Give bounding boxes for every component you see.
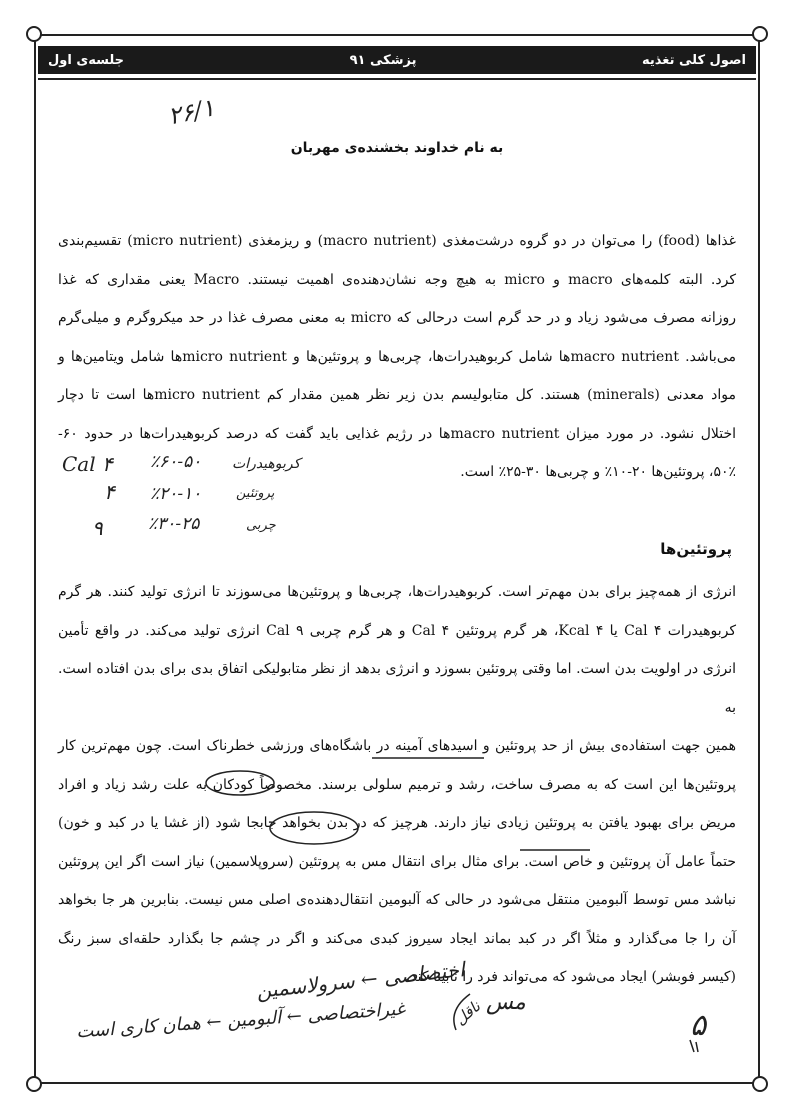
intro-line: غذاها (food) را می‌توان در دو گروه درشت‌مغذی (macro nutrient) و ریزمغذی (micro nutrient) تقسیم‌بندی (58, 233, 736, 249)
intro-line: اختلال نشود. در مورد میزان macro nutrientها در رژیم غذایی باید گفت که درصد کربوهیدرات‌ها در حدود ۶۰- (58, 425, 736, 442)
protein-line: نباشد مس توسط آلبومین منتقل می‌شود در حالی که آلبومین انتقال‌دهنده‌ی اصلی مس نیست. بنابرین هر جا بخواهد (58, 892, 736, 908)
header-rule (38, 78, 756, 80)
section-heading-proteins: پروتئین‌ها (660, 540, 732, 558)
protein-line: پروتئین‌ها این است که به مصرف ساخت، رشد و ترمیم سلولی برسند. مخصوصاً کودکان به علت رشد زیاد و افراد (58, 776, 736, 793)
intro-line: روزانه مصرف می‌شود زیاد و در حد گرم است درحالی که micro به معنی مصرف غذا در حد میکروگرم و میلی‌گرم (58, 310, 736, 326)
protein-line: حتماً عامل آن پروتئین و خاص است. برای مثال برای انتقال مس به پروتئین (سروپلاسمین) نیاز است اگر این پروتئین (58, 853, 736, 870)
protein-line: انرژی در اولویت بدن است. اما وقتی پروتئین بسوزد و انرژی بدهد از نظر متابولیکی اتفاق بدی برای بدن افتاده است. به (58, 661, 736, 716)
header-course-title: اصول کلی تغذیه (641, 52, 746, 68)
corner-ornament-top-right (752, 26, 768, 42)
handwritten-cal-pct-2: ٪۲۰-۱۰ (150, 484, 202, 504)
intro-line: کرد. البته کلمه‌های macro و micro به هیچ وجه نشان‌دهنده‌ی اهمیت نیستند. Macro یعنی مقداری که غذا (58, 271, 736, 288)
handwritten-note-copper: مس (486, 990, 526, 1015)
intro-line: مواد معدنی (minerals) هستند. کل متابولیسم بدن زیر نظر همین مقدار کم micro nutrientها است تا دچار (58, 387, 737, 403)
corner-ornament-bottom-right (752, 1076, 768, 1092)
protein-line: آن را جا می‌گذارد و مثلاً اگر در کبد بماند ایجاد سیروز کبدی می‌کند و اگر در چشم جا بگذارد حلقه‌ای سبز رنگ (58, 930, 736, 947)
protein-paragraph (58, 573, 736, 997)
handwritten-cal-row-1: Cal ۴ (62, 452, 113, 476)
header-class-label: پزشکی ۹۱ (349, 52, 417, 68)
handwritten-cal-label-2: پروتئین (236, 486, 275, 501)
handwritten-cal-pct-1: ٪۶۰-۵۰ (150, 452, 202, 472)
handwritten-cal-row-2: ۴ (104, 480, 115, 504)
protein-line: انرژی از همه‌چیز برای بدن مهم‌تر است. کربوهیدرات‌ها، چربی‌ها و پروتئین‌ها می‌سوزند تا انرژی تولید کنند. هر گرم (58, 584, 736, 600)
intro-line: می‌باشد. macro nutrientها شامل کربوهیدرات‌ها، چربی‌ها و پروتئین‌ها و micro nutrientها شامل ویتامین‌ها و (58, 348, 736, 365)
handwritten-cal-row-3: ۹ (92, 516, 103, 540)
protein-line: مریض برای بهبود یافتن به پروتئین زیادی نیاز دارند. هرچیز که در بدن بخواهد جابجا شود (از غشا یا در کبد و خون) (58, 815, 736, 831)
corner-ornament-bottom-left (26, 1076, 42, 1092)
protein-line: کربوهیدرات ۴ Cal یا ۴ Kcal، هر گرم پروتئین ۴ Cal و هر گرم چربی ۹ Cal انرژی تولید می‌کند. در واقع تأمین (58, 622, 737, 639)
protein-line: (کیسر فوبشر) ایجاد می‌شود که می‌تواند فرد را نابینا کند. (405, 969, 736, 985)
handwritten-date-note: ۲۶/۱ (165, 93, 218, 131)
intro-line: ۵۰٪، پروتئین‌ها ۲۰-۱۰٪ و چربی‌ها ۳۰-۲۵٪ است. (460, 464, 736, 480)
handwritten-cal-pct-3: ٪۳۰-۲۵ (148, 514, 200, 534)
protein-line: همین جهت استفاده‌ی بیش از حد پروتئین و اسیدهای آمینه در باشگاه‌های ورزشی خطرناک است. چون مهم‌ترین کار (58, 738, 736, 754)
handwritten-note-nonspecific: غیراختصاصی ← آلبومین ← همان کاری است (75, 998, 406, 1043)
handwritten-cal-label-3: چربی (246, 518, 276, 533)
handwritten-cal-label-1: کربوهیدرات (232, 456, 301, 472)
handwritten-note-carrier: ناقل (451, 997, 484, 1029)
corner-ornament-top-left (26, 26, 42, 42)
header-bar (38, 46, 756, 74)
document-title: به نام خداوند بخشنده‌ی مهربان (290, 140, 504, 156)
handwritten-page-number: ۵ (690, 1008, 707, 1043)
handwritten-note-specific: اختصاصی ← سرولاسمین (255, 957, 466, 1003)
header-session-label: جلسه‌ی اول (48, 52, 125, 68)
